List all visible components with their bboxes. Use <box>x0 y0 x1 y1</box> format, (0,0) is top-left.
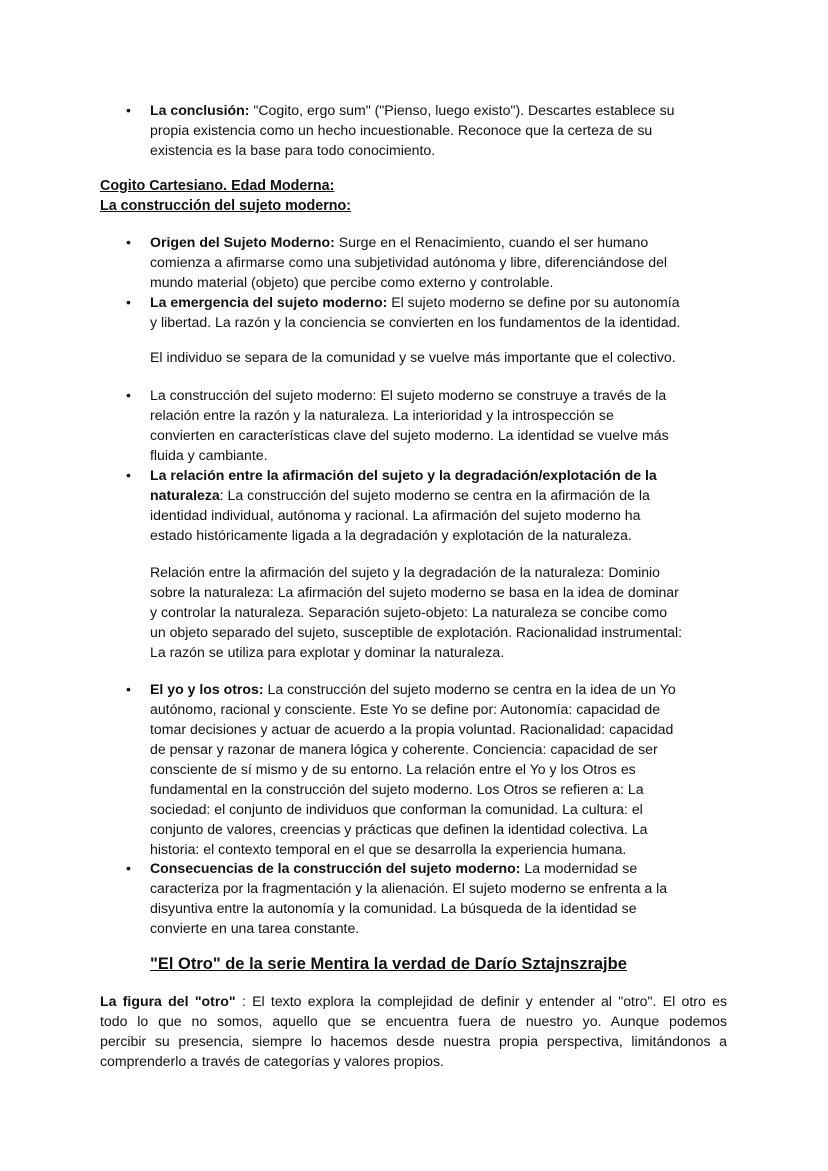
heading-cogito: Cogito Cartesiano. Edad Moderna: <box>100 178 335 194</box>
line: propia existencia como un hecho incuestionable. Reconoce que la certeza de su <box>150 122 653 138</box>
item-bold-label: Consecuencias de la construcción del sujeto moderno: <box>150 860 521 876</box>
line: todo lo que no somos, aquello que se encuentra fuera de nuestro yo. Aunque podemos <box>100 1013 727 1029</box>
item-bold-label: La relación entre la afirmación del sujeto y la degradación/explotación de la <box>150 467 657 483</box>
line: historia: el contexto temporal en el que se desarrolla la experiencia humana. <box>150 841 627 857</box>
line: El individuo se separa de la comunidad y se vuelve más importante que el colectivo. <box>150 349 676 365</box>
paragraph-bold-label: La figura del "otro" <box>100 993 236 1009</box>
list-item-construccion <box>126 385 750 465</box>
line: y libertad. La razón y la conciencia se convierten en los fundamentos de la identidad. <box>150 314 681 330</box>
line: fundamental en la construcción del sujeto moderno. Los Otros se refieren a: La <box>150 781 644 797</box>
line: tomar decisiones y actuar de acuerdo a la propia voluntad. Racionalidad: capacidad <box>150 721 674 737</box>
list-item-origen <box>126 232 750 292</box>
line: sociedad: el conjunto de individuos que conforman la comunidad. La cultura: el <box>150 801 643 817</box>
bullet-icon: • <box>126 681 131 697</box>
line: disyuntiva entre la autonomía y la comunidad. La búsqueda de la identidad se <box>150 900 637 916</box>
line: autónomo, racional y consciente. Este Yo se define por: Autonomía: capacidad de <box>150 701 661 717</box>
heading-construccion: La construcción del sujeto moderno: <box>100 198 352 214</box>
line: La construcción del sujeto moderno: El sujeto moderno se construye a través de la <box>150 387 667 403</box>
line: percibir su presencia, siempre lo hacemos desde nuestra propia perspectiva, limitándonos a <box>100 1033 727 1049</box>
bullet-icon: • <box>126 234 131 250</box>
line: fluida y cambiante. <box>150 447 268 463</box>
line: "Cogito, ergo sum" ("Pienso, luego existo"). Descartes establece su <box>249 102 675 118</box>
list-item-relacion <box>126 465 750 662</box>
bullet-icon: • <box>126 102 131 118</box>
line: convierte en una tarea constante. <box>150 920 360 936</box>
item-bold-label: La emergencia del sujeto moderno: <box>150 294 388 310</box>
line: La modernidad se <box>520 860 638 876</box>
line: comienza a afirmarse como una subjetividad autónoma y libre, diferenciándose del <box>150 254 668 270</box>
line: La razón se utiliza para explotar y dominar la naturaleza. <box>150 644 505 660</box>
line: conjunto de valores, creencias y prácticas que definen la identidad colectiva. La <box>150 821 648 837</box>
conclusion-item <box>126 100 750 160</box>
line: : El texto explora la complejidad de definir y entender al "otro". El otro es <box>235 993 727 1009</box>
list-item-emergencia <box>126 292 750 367</box>
bullet-icon: • <box>126 467 131 483</box>
line: Surge en el Renacimiento, cuando el ser humano <box>334 234 649 250</box>
line: La construcción del sujeto moderno se centra en la idea de un Yo <box>263 681 676 697</box>
bullet-icon: • <box>126 387 131 403</box>
bullet-icon: • <box>126 294 131 310</box>
line: Relación entre la afirmación del sujeto y la degradación de la naturaleza: Dominio <box>150 564 661 580</box>
section-title-el-otro: "El Otro" de la serie Mentira la verdad de Darío Sztajnszrajbe <box>150 955 627 973</box>
line: existencia es la base para todo conocimiento. <box>150 142 436 158</box>
item-bold-label: Origen del Sujeto Moderno: <box>150 234 335 250</box>
line: convierten en características clave del sujeto moderno. La identidad se vuelve más <box>150 427 669 443</box>
line: relación entre la razón y la naturaleza. La interioridad y la introspección se <box>150 407 614 423</box>
line: un objeto separado del sujeto, susceptible de explotación. Racionalidad instrumental: <box>150 624 682 640</box>
line: mundo material (objeto) que percibe como externo y controlable. <box>150 274 554 290</box>
item-bold-label: naturaleza <box>150 487 220 503</box>
line: identidad individual, autónoma y racional. La afirmación del sujeto moderno ha <box>150 507 641 523</box>
line: El sujeto moderno se define por su autonomía <box>387 294 680 310</box>
line: sobre la naturaleza: La afirmación del sujeto moderno se basa en la idea de dominar <box>150 584 679 600</box>
list-item-consecuencias <box>126 858 750 938</box>
line: y controlar la naturaleza. Separación sujeto-objeto: La naturaleza se concibe como <box>150 604 668 620</box>
line: de pensar y razonar de manera lógica y coherente. Conciencia: capacidad de ser <box>150 741 658 757</box>
line: : La construcción del sujeto moderno se centra en la afirmación de la <box>219 487 650 503</box>
item-bold-label: El yo y los otros: <box>150 681 264 697</box>
line: estado históricamente ligada a la degradación y explotación de la naturaleza. <box>150 527 632 543</box>
item-bold-label: La conclusión: <box>150 102 250 118</box>
line: consciente de sí mismo y de su entorno. La relación entre el Yo y los Otros es <box>150 761 636 777</box>
bullet-icon: • <box>126 860 131 876</box>
paragraph-figura-del-otro <box>100 991 727 1071</box>
line: caracteriza por la fragmentación y la alienación. El sujeto moderno se enfrenta a la <box>150 880 668 896</box>
list-item-yo-otros <box>126 679 750 859</box>
line: comprenderlo a través de categorías y valores propios. <box>100 1053 444 1069</box>
